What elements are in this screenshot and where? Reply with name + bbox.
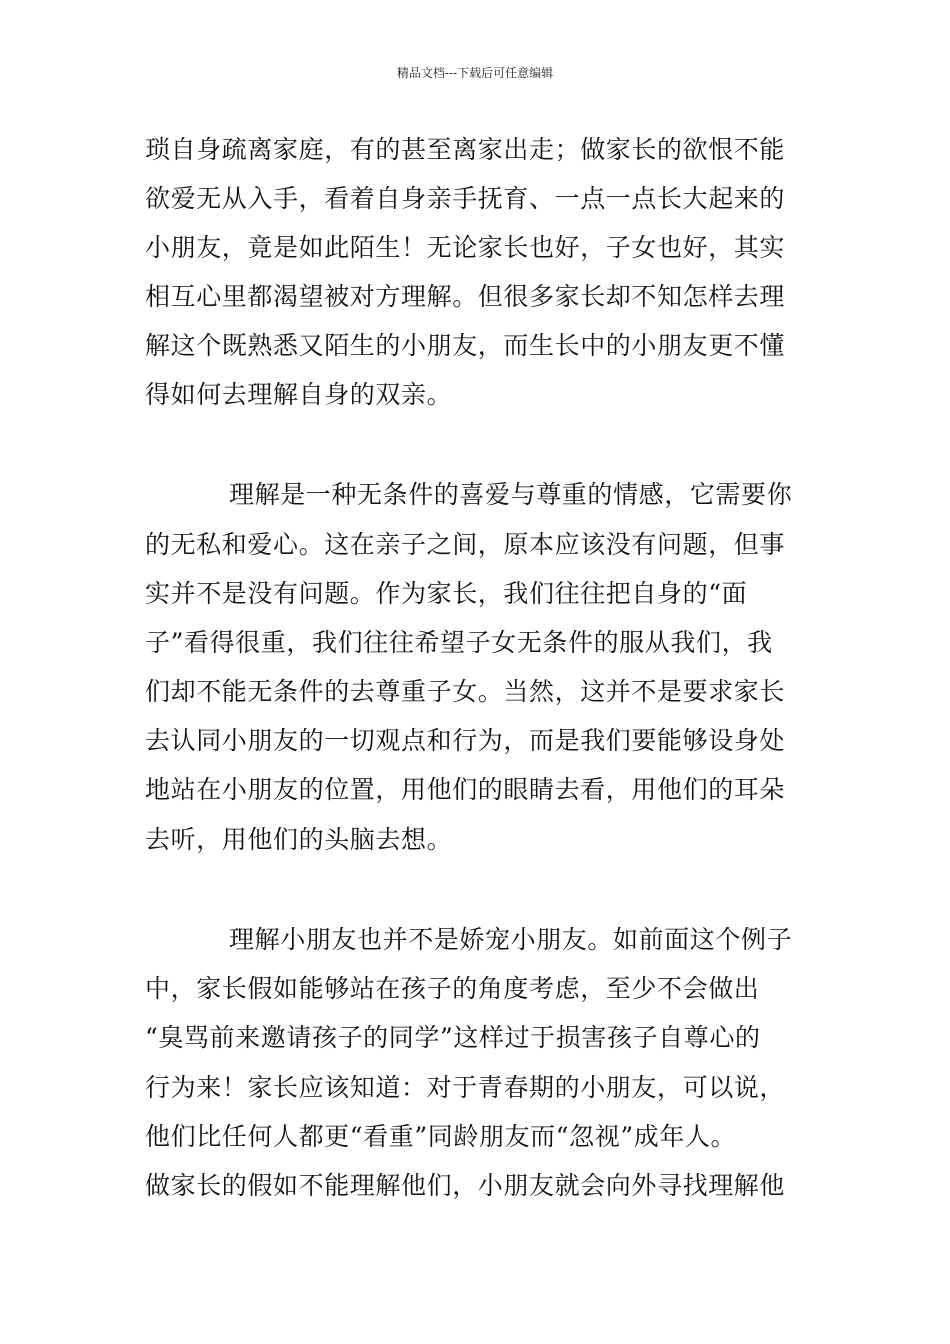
paragraph-2-line-4: 子”看得很重，我们往往希望子女无条件的服从我们，我 [145,628,773,657]
paragraph-3-line-4: 行为来！家长应该知道：对于青春期的小朋友，可以说， [145,1073,786,1102]
page-header: 精品文档---下载后可任意编辑 [396,66,554,80]
paragraph-1-line-2: 欲爱无从入手，看着自身亲手抚育、一点一点长大起来的 [145,184,786,213]
paragraph-3-line-3: “臭骂前来邀请孩子的同学”这样过于损害孩子自尊心的 [145,1023,761,1052]
paragraph-2-line-1: 理解是一种无条件的喜爱与尊重的情感，它需要你 [229,480,793,509]
paragraph-1-line-3: 小朋友，竟是如此陌生！无论家长也好，子女也好，其实 [145,233,786,262]
paragraph-1-line-4: 相互心里都渴望被对方理解。但很多家长却不知怎样去理 [145,282,786,311]
paragraph-3-line-6: 做家长的假如不能理解他们，小朋友就会向外寻找理解他 [145,1171,786,1200]
paragraph-2-line-7: 地站在小朋友的位置，用他们的眼睛去看，用他们的耳朵 [145,775,786,804]
paragraph-1-line-1: 琐自身疏离家庭，有的甚至离家出走；做家长的欲恨不能 [145,135,786,164]
paragraph-2-line-5: 们却不能无条件的去尊重子女。当然，这并不是要求家长 [145,677,786,706]
paragraph-2-line-6: 去认同小朋友的一切观点和行为，而是我们要能够设身处 [145,726,786,755]
paragraph-2-line-2: 的无私和爱心。这在亲子之间，原本应该没有问题，但事 [145,530,786,559]
paragraph-3-line-2: 中，家长假如能够站在孩子的角度考虑，至少不会做出 [145,974,760,1003]
paragraph-3-line-5: 他们比任何人都更“看重”同龄朋友而“忽视”成年人。 [145,1122,737,1151]
paragraph-1-line-5: 解这个既熟悉又陌生的小朋友，而生长中的小朋友更不懂 [145,331,786,360]
paragraph-3-line-1: 理解小朋友也并不是娇宠小朋友。如前面这个例子 [229,925,793,954]
paragraph-2-line-8: 去听，用他们的头脑去想。 [145,825,453,854]
paragraph-2-line-3: 实并不是没有问题。作为家长，我们往往把自身的“面 [145,579,748,608]
paragraph-1-line-6: 得如何去理解自身的双亲。 [145,380,453,409]
